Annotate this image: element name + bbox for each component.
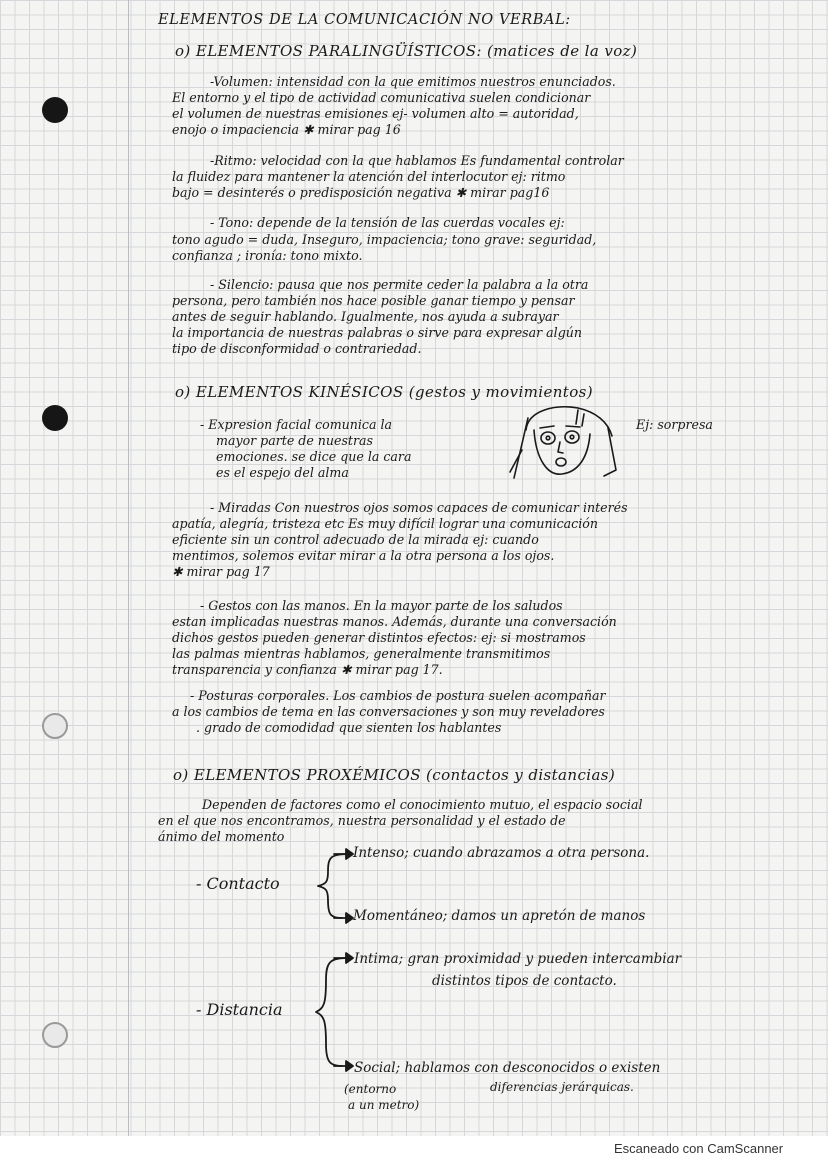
distancia-note-line2: a un metro) bbox=[348, 1098, 420, 1112]
text-line: ánimo del momento bbox=[158, 829, 285, 844]
distancia-social-line1: Social; hablamos con desconocidos o existen bbox=[354, 1060, 661, 1076]
section-heading-proxemicos: o) ELEMENTOS PROXÉMICOS (contactos y distancias) bbox=[173, 766, 616, 784]
text-line: tipo de disconformidad o contrariedad. bbox=[172, 341, 422, 356]
text-line: dichos gestos pueden generar distintos efectos: ej: si mostramos bbox=[172, 630, 586, 645]
section-heading-paralinguisticos: o) ELEMENTOS PARALINGÜÍSTICOS: (matices de la voz) bbox=[175, 42, 638, 60]
text-line: ✱ mirar pag 17 bbox=[172, 564, 270, 579]
text-line: transparencia y confianza ✱ mirar pag 17. bbox=[172, 662, 443, 677]
punch-hole bbox=[42, 1022, 68, 1048]
text-line: -Volumen: intensidad con la que emitimos nuestros enunciados. bbox=[210, 74, 616, 89]
punch-hole bbox=[42, 713, 68, 739]
text-line: las palmas mientras hablamos, generalmente transmitimos bbox=[172, 646, 551, 661]
page-title: ELEMENTOS DE LA COMUNICACIÓN NO VERBAL: bbox=[158, 12, 571, 28]
text-line: - Silencio: pausa que nos permite ceder la palabra a la otra bbox=[210, 277, 589, 292]
text-line: antes de seguir hablando. Igualmente, nos ayuda a subrayar bbox=[172, 309, 559, 324]
text-line: -Ritmo: velocidad con la que hablamos Es fundamental controlar bbox=[210, 153, 624, 168]
punch-hole bbox=[42, 97, 68, 123]
text-line: mayor parte de nuestras bbox=[216, 433, 373, 448]
text-line: - Gestos con las manos. En la mayor parte de los saludos bbox=[200, 598, 563, 613]
text-line: la importancia de nuestras palabras o sirve para expresar algún bbox=[172, 325, 582, 340]
distancia-intima-line2: distintos tipos de contacto. bbox=[432, 973, 617, 989]
text-line: tono agudo = duda, Inseguro, impaciencia; tono grave: seguridad, bbox=[172, 232, 597, 247]
text-line: enojo o impaciencia ✱ mirar pag 16 bbox=[172, 122, 401, 137]
text-line: persona, pero también nos hace posible ganar tiempo y pensar bbox=[172, 293, 575, 308]
punch-hole bbox=[42, 405, 68, 431]
example-label: Ej: sorpresa bbox=[636, 417, 713, 432]
distancia-social-line2: diferencias jerárquicas. bbox=[490, 1080, 634, 1094]
contacto-label: - Contacto bbox=[196, 874, 280, 893]
margin-line bbox=[128, 0, 129, 1136]
text-line: estan implicadas nuestras manos. Además, durante una conversación bbox=[172, 614, 617, 629]
text-line: - Expresion facial comunica la bbox=[200, 417, 392, 432]
contacto-momentaneo: Momentáneo; damos un apretón de manos bbox=[353, 908, 646, 924]
text-line: en el que nos encontramos, nuestra personalidad y el estado de bbox=[158, 813, 566, 828]
text-line: a los cambios de tema en las conversaciones y son muy reveladores bbox=[172, 704, 605, 719]
text-line: confianza ; ironía: tono mixto. bbox=[172, 248, 363, 263]
text-line: - Tono: depende de la tensión de las cuerdas vocales ej: bbox=[210, 215, 565, 230]
distancia-brace-icon bbox=[312, 948, 360, 1078]
text-line: . grado de comodidad que sienten los hablantes bbox=[196, 720, 502, 735]
distancia-intima-line1: Intima; gran proximidad y pueden intercambiar bbox=[354, 951, 682, 967]
text-line: - Posturas corporales. Los cambios de postura suelen acompañar bbox=[190, 688, 606, 703]
text-line: el volumen de nuestras emisiones ej- volumen alto = autoridad, bbox=[172, 106, 579, 121]
scanner-watermark: Escaneado con CamScanner bbox=[614, 1141, 784, 1156]
text-line: El entorno y el tipo de actividad comunicativa suelen condicionar bbox=[172, 90, 591, 105]
text-line: emociones. se dice que la cara bbox=[216, 449, 412, 464]
text-line: eficiente sin un control adecuado de la mirada ej: cuando bbox=[172, 532, 539, 547]
distancia-label: - Distancia bbox=[196, 1000, 283, 1019]
text-line: mentimos, solemos evitar mirar a la otra persona a los ojos. bbox=[172, 548, 555, 563]
text-line: apatía, alegría, tristeza etc Es muy difícil lograr una comunicación bbox=[172, 516, 598, 531]
surprised-face-drawing-icon bbox=[508, 400, 618, 482]
text-line: - Miradas Con nuestros ojos somos capaces de comunicar interés bbox=[210, 500, 628, 515]
text-line: es el espejo del alma bbox=[216, 465, 349, 480]
text-line: bajo = desinterés o predisposición negativa ✱ mirar pag16 bbox=[172, 185, 550, 200]
section-heading-kinesicos: o) ELEMENTOS KINÉSICOS (gestos y movimientos) bbox=[175, 383, 594, 401]
distancia-note-line1: (entorno bbox=[344, 1082, 397, 1096]
text-line: Dependen de factores como el conocimiento mutuo, el espacio social bbox=[202, 797, 643, 812]
text-line: la fluidez para mantener la atención del interlocutor ej: ritmo bbox=[172, 169, 566, 184]
contacto-intenso: Intenso; cuando abrazamos a otra persona. bbox=[353, 845, 650, 861]
